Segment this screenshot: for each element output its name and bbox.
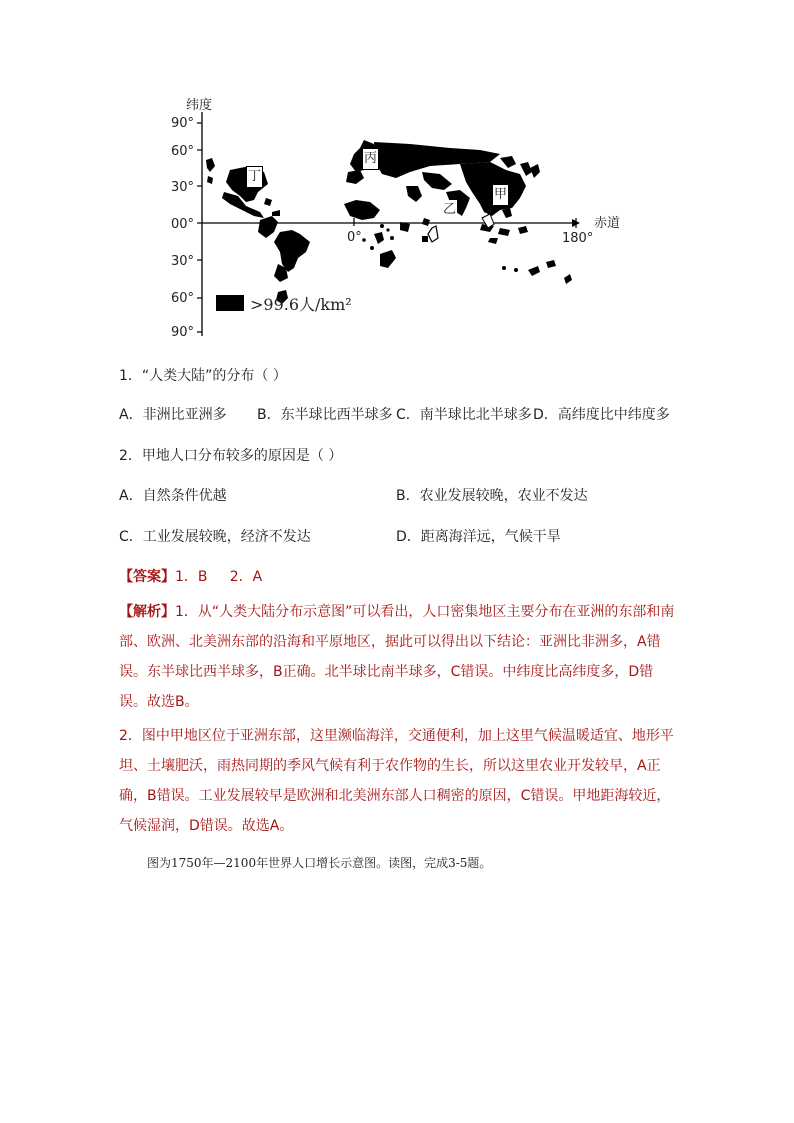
answer-tag: 【答案】 [119, 569, 175, 585]
q2-option-a: A．自然条件优越 [119, 488, 227, 504]
x-tick-label: 0° [347, 230, 362, 245]
next-question-intro: 图为1750年—2100年世界人口增长示意图。读图，完成3-5题。 [147, 856, 492, 870]
question-1-stem: 1．“人类大陆”的分布（ ） [119, 368, 287, 384]
y-tick-label: 90° [171, 325, 195, 340]
legend-swatch [216, 295, 244, 311]
y-tick-label: 60° [171, 291, 195, 306]
analysis-text-1: 1．从“人类大陆分布示意图”可以看出，人口密集地区主要分布在亚洲的东部和南部、欧洲、北美洲东部的沿海和平原地区，据此可以得出以下结论：亚洲比非洲多，A错误。东半球比西半球多，B正确。北半球比南半球多，C错误。中纬度比高纬度多，D错误。故选B。 [119, 604, 675, 710]
region-label-jia: 甲 [492, 184, 509, 206]
answer-line [119, 567, 262, 587]
region-label-ding: 丁 [246, 166, 263, 188]
y-tick-label: 00° [171, 217, 195, 232]
y-axis-title: 纬度 [186, 98, 213, 113]
region-label-yi: 乙 [442, 200, 457, 220]
analysis-paragraph-1 [119, 597, 677, 717]
x-tick-label: 180° [562, 231, 594, 246]
legend-label: >99.6人/km² [250, 295, 352, 314]
y-tick-label: 60° [171, 144, 195, 159]
q2-option-c: C．工业发展较晚，经济不发达 [119, 529, 311, 545]
question-2-stem: 2．甲地人口分布较多的原因是（ ） [119, 448, 343, 464]
y-tick-label: 30° [171, 254, 195, 269]
q1-option-d: D．高纬度比中纬度多 [533, 407, 670, 423]
q1-option-a: A．非洲比亚洲多 [119, 407, 227, 423]
population-map-figure [160, 92, 640, 342]
map-svg [160, 92, 640, 342]
y-tick-label: 90° [171, 116, 195, 131]
q2-option-d: D．距离海洋远，气候干旱 [396, 529, 561, 545]
region-label-bing: 丙 [362, 148, 379, 170]
analysis-tag: 【解析】 [119, 604, 175, 620]
q1-option-c: C．南半球比北半球多 [396, 407, 532, 423]
y-tick-label: 30° [171, 180, 195, 195]
q2-option-b: B．农业发展较晚，农业不发达 [396, 488, 588, 504]
equator-label: 赤道 [594, 216, 621, 231]
answer-text: 1．B 2．A [175, 569, 263, 585]
y-tick-marks [197, 123, 202, 332]
dense-population-areas [206, 140, 572, 304]
analysis-paragraph-2: 2．图中甲地区位于亚洲东部，这里濒临海洋，交通便利，加上这里气候温暖适宜、地形平坦、土壤肥沃，雨热同期的季风气候有利于农作物的生长，所以这里农业开发较早，A正确，B错误。工业发展较早是欧洲和北美洲东部人口稠密的原因，C错误。甲地距海较近，气候湿润，D错误。故选A。 [119, 728, 674, 834]
q1-option-b: B．东半球比西半球多 [257, 407, 393, 423]
